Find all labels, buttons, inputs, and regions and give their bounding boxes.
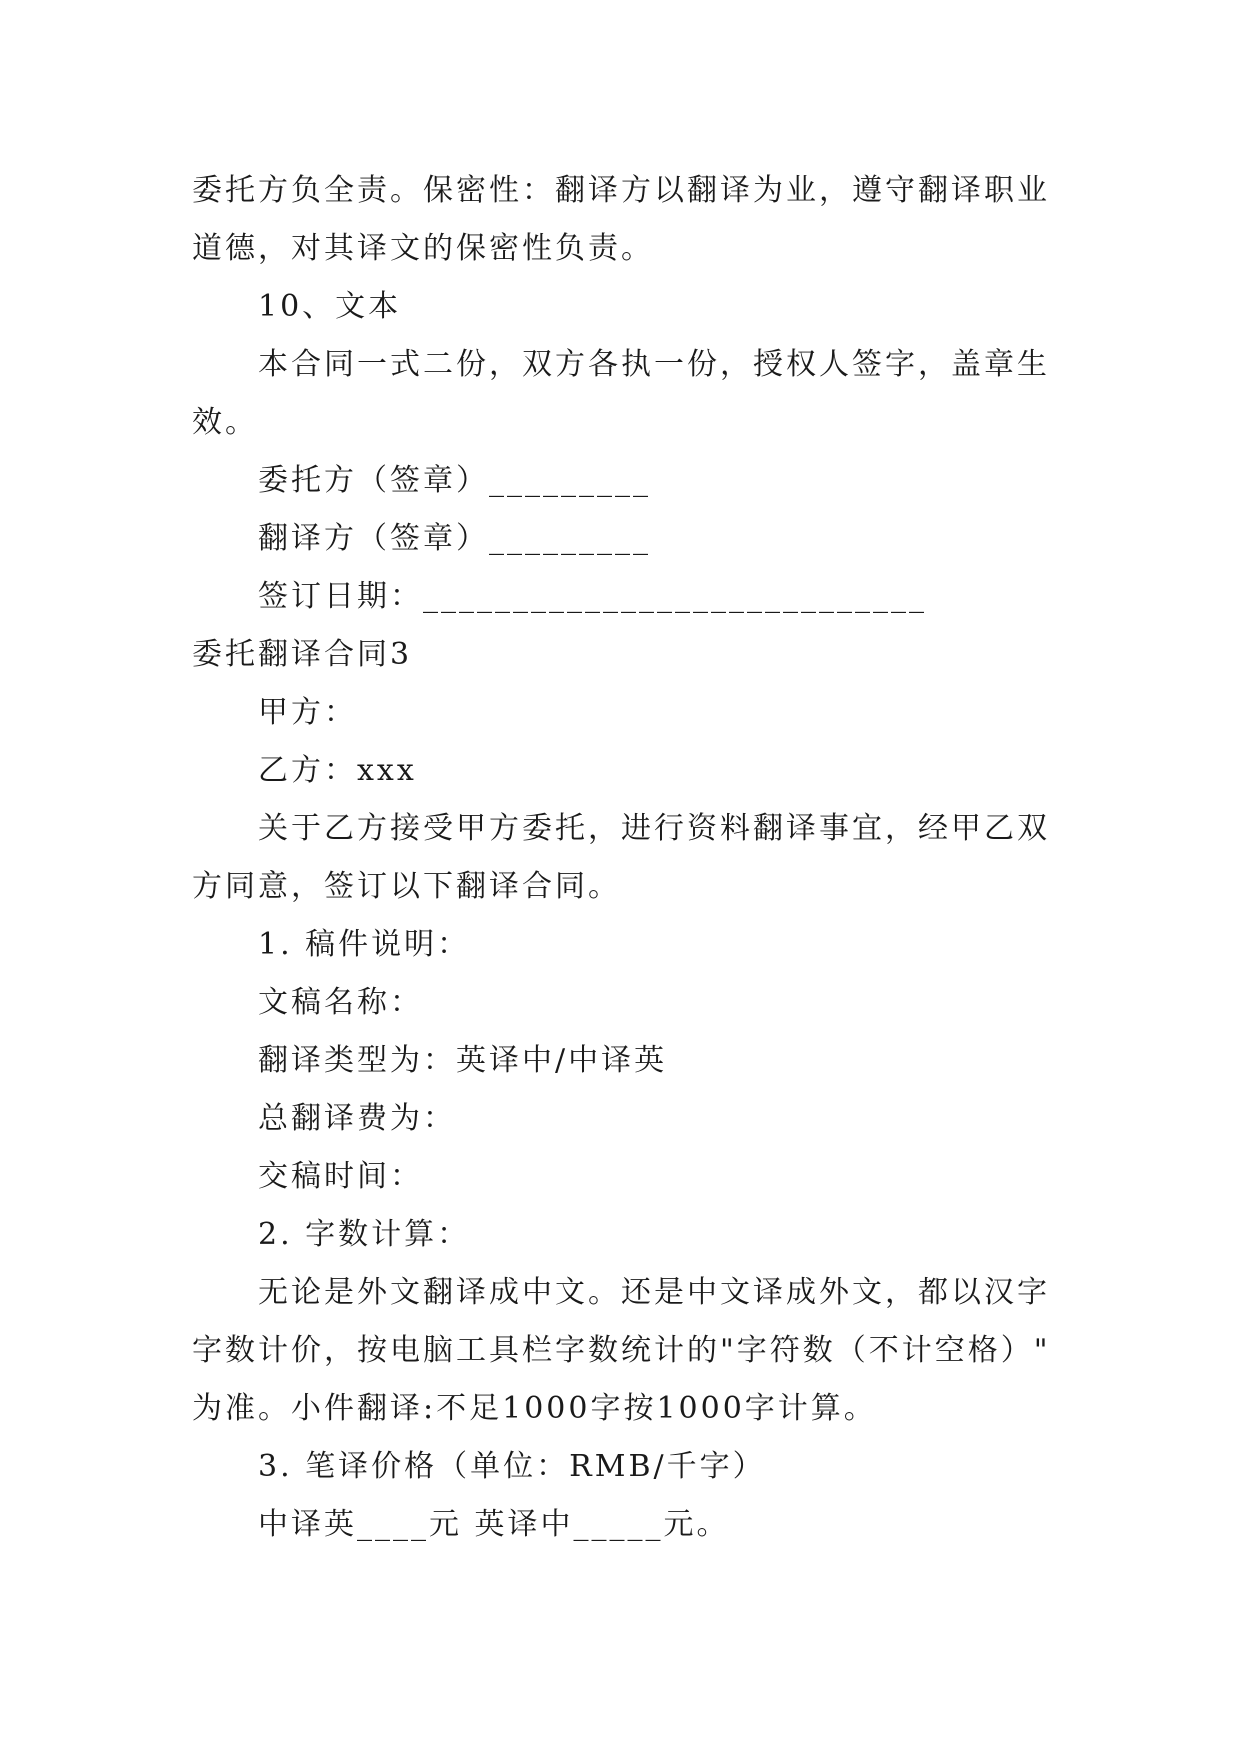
paragraph-line: 为准。小件翻译:不足1000字按1000字计算。: [192, 1391, 877, 1426]
paragraph-line: 委托方负全责。保密性：翻译方以翻译为业，遵守翻译职业: [192, 173, 1050, 208]
field-line: 总翻译费为：: [258, 1101, 456, 1136]
contract-title: 委托翻译合同3: [192, 637, 413, 672]
field-line: 交稿时间：: [258, 1159, 423, 1194]
paragraph-line: 本合同一式二份，双方各执一份，授权人签字，盖章生: [258, 347, 1050, 382]
paragraph-line: 方同意，签订以下翻译合同。: [192, 869, 621, 904]
paragraph-line: 效。: [192, 405, 258, 440]
translator-signature-line: 翻译方（签章）_________: [258, 521, 651, 556]
paragraph-line: 无论是外文翻译成中文。还是中文译成外文，都以汉字: [258, 1275, 1050, 1310]
paragraph-line: 关于乙方接受甲方委托，进行资料翻译事宜，经甲乙双: [258, 811, 1050, 846]
price-line: 中译英____元 英译中_____元。: [258, 1507, 730, 1542]
document-body: [192, 162, 1062, 1554]
paragraph-line: 字数计价，按电脑工具栏字数统计的"字符数（不计空格）": [192, 1333, 1051, 1368]
field-line: 文稿名称：: [258, 985, 423, 1020]
section-heading: 10、文本: [258, 289, 402, 324]
party-b-line: 乙方：xxx: [258, 753, 417, 788]
client-signature-line: 委托方（签章）_________: [258, 463, 651, 498]
paragraph-line: 道德，对其译文的保密性负责。: [192, 231, 654, 266]
signing-date-line: 签订日期：____________________________: [258, 579, 927, 614]
party-a-line: 甲方：: [258, 695, 357, 730]
section-heading: 1. 稿件说明：: [258, 927, 471, 962]
section-heading: 2. 字数计算：: [258, 1217, 471, 1252]
field-line: 翻译类型为：英译中/中译英: [258, 1043, 668, 1078]
section-heading: 3. 笔译价格（单位：RMB/千字）: [258, 1449, 766, 1484]
